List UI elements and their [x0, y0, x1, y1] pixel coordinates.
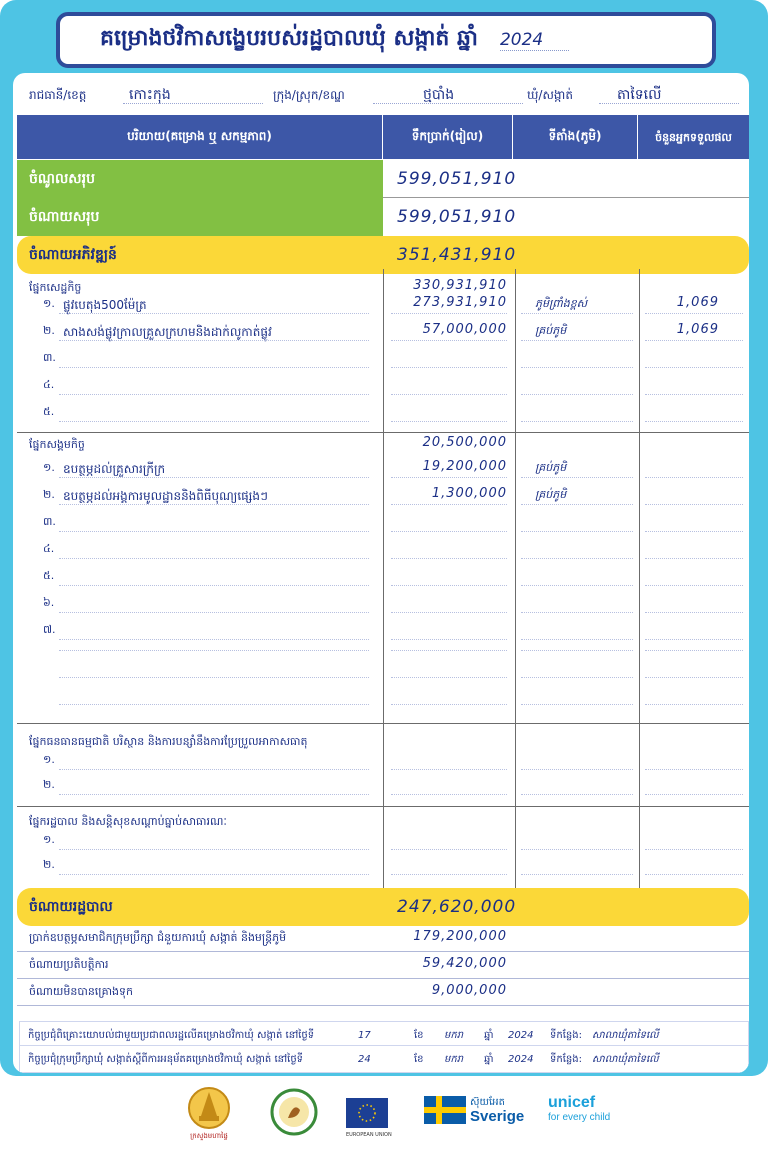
unicef-tagline: for every child	[548, 1112, 611, 1123]
item-number: ៤.	[43, 378, 55, 391]
governance-section-title: ផ្នែករដ្ឋបាល និងសន្តិសុខសណ្តាប់ធ្នាប់សាធារណៈ	[29, 815, 227, 828]
partner-logos	[0, 1082, 768, 1152]
year-label: ឆ្នាំ	[484, 1053, 494, 1065]
income-total-label: ចំណូលសរុប	[17, 160, 383, 198]
title-banner	[56, 12, 716, 68]
col-description: បរិយាយ(គម្រោង ឬ សកម្មភាព)	[17, 115, 383, 159]
dotted-line	[521, 874, 633, 875]
dotted-line	[521, 769, 633, 770]
dotted-line	[645, 677, 743, 678]
development-total-label: ចំណាយអភិវឌ្ឍន៍	[29, 246, 117, 263]
province-value: កោះកុង	[129, 87, 171, 103]
economic-total: 330,931,910	[413, 278, 507, 293]
dotted-line	[59, 558, 369, 559]
admin-row-amount: 59,420,000	[422, 956, 507, 971]
sweden-flag-icon	[424, 1096, 466, 1124]
item-number: ១.	[43, 297, 55, 310]
item-number: ២.	[43, 488, 55, 501]
dotted-line	[521, 367, 633, 368]
dotted-line	[521, 612, 633, 613]
admin-row-label: ចំណាយប្រតិបត្តិការ	[29, 958, 109, 971]
dotted-line	[391, 367, 507, 368]
dotted-line	[645, 477, 743, 478]
dotted-line	[521, 585, 633, 586]
sweden-logo	[424, 1096, 524, 1124]
dotted-line	[521, 677, 633, 678]
meeting-day: 24	[358, 1053, 371, 1065]
item-location: គ្រប់ភូមិ	[535, 324, 567, 337]
dotted-line	[391, 769, 507, 770]
dotted-line	[391, 677, 507, 678]
dotted-line	[645, 531, 743, 532]
expense-total-row	[17, 198, 749, 236]
meeting-place: សាលាឃុំតាទៃលើ	[592, 1029, 659, 1041]
dotted-line	[391, 639, 507, 640]
dotted-line	[645, 874, 743, 875]
unicef-logo	[548, 1094, 610, 1123]
district-value: ថ្មបាំង	[423, 87, 455, 103]
expense-total-amount: 599,051,910	[397, 207, 517, 227]
province-label: រាជធានី/ខេត្ត	[29, 88, 87, 102]
ministry-logo-text: ក្រសួងមហាផ្ទៃ	[190, 1132, 228, 1140]
social-total: 20,500,000	[422, 435, 507, 450]
dotted-line	[59, 769, 369, 770]
item-number: ៣.	[43, 351, 56, 364]
month-label: ខែ	[414, 1029, 424, 1041]
dotted-line	[59, 394, 369, 395]
meeting-text: កិច្ចប្រជុំពិគ្រោះយោបល់ជាមួយប្រជាពលរដ្ឋលើគម្រោងថវិកាឃុំ សង្កាត់ នៅថ្ងៃទី	[28, 1029, 315, 1041]
item-amount: 273,931,910	[413, 295, 507, 310]
meeting-place: សាលាឃុំតាទៃលើ	[592, 1053, 659, 1065]
dotted-line	[59, 704, 369, 705]
economic-section-title: ផ្នែកសេដ្ឋកិច្ច	[29, 281, 82, 294]
dotted-line	[391, 313, 507, 314]
dotted-line	[645, 504, 743, 505]
item-label: ឧបត្ថម្ភដល់គ្រួសារក្រីក្រ	[63, 462, 166, 476]
dotted-line	[59, 477, 369, 478]
dotted-line	[645, 650, 743, 651]
dotted-line	[391, 394, 507, 395]
row-divider	[17, 951, 749, 952]
item-location: គ្រប់ភូមិ	[535, 461, 567, 474]
col-location: ទីតាំង(ភូមិ)	[513, 115, 638, 159]
dotted-line	[521, 639, 633, 640]
dotted-line	[391, 794, 507, 795]
item-number: ៤.	[43, 542, 55, 555]
place-label: ទីកន្លែង:	[550, 1053, 582, 1065]
dotted-line	[521, 394, 633, 395]
dotted-line	[645, 612, 743, 613]
dotted-line	[521, 849, 633, 850]
location-row	[13, 81, 749, 111]
item-beneficiaries: 1,069	[676, 322, 719, 337]
item-amount: 57,000,000	[422, 322, 507, 337]
dotted-line	[391, 650, 507, 651]
dotted-line	[391, 704, 507, 705]
item-location: គ្រប់ភូមិ	[535, 488, 567, 501]
item-number: ៧.	[43, 623, 56, 636]
budget-sheet	[13, 73, 749, 1073]
ministry-emblem-icon	[186, 1086, 232, 1140]
item-number: ១.	[43, 753, 55, 766]
dotted-line	[521, 504, 633, 505]
dotted-line	[645, 769, 743, 770]
row-divider	[17, 1005, 749, 1006]
item-label: សាងសង់ផ្លូវក្រាលគ្រួសក្រហមនិងដាក់លូកាត់ផ្លូវ	[63, 325, 272, 339]
place-label: ទីកន្លែង:	[550, 1029, 582, 1041]
month-label: ខែ	[414, 1053, 424, 1065]
dotted-line	[521, 477, 633, 478]
admin-row-label: ចំណាយមិនបានគ្រោងទុក	[29, 985, 133, 998]
title-year: 2024	[500, 30, 569, 51]
dotted-line	[645, 340, 743, 341]
item-number: ៥.	[43, 569, 55, 582]
item-number: ១.	[43, 833, 55, 846]
row-divider	[17, 978, 749, 979]
item-label: ឧបត្ថម្ភដល់អង្គការមូលដ្ឋាននិងពិធីបុណ្យផ្សេងៗ	[63, 489, 268, 503]
dotted-line	[645, 394, 743, 395]
dotted-line	[391, 612, 507, 613]
meeting-year: 2024	[508, 1029, 534, 1041]
dotted-line	[59, 794, 369, 795]
dotted-line	[391, 849, 507, 850]
dotted-line	[645, 849, 743, 850]
dotted-line	[521, 650, 633, 651]
eu-logo-text: EUROPEAN UNION	[346, 1132, 392, 1138]
dotted-line	[645, 558, 743, 559]
item-location: ភូមិព្រាំងខ្ពស់	[535, 297, 588, 310]
dotted-line	[521, 313, 633, 314]
expense-total-label: ចំណាយសរុប	[17, 198, 383, 236]
year-label: ឆ្នាំ	[484, 1029, 494, 1041]
dotted-line	[59, 504, 369, 505]
dotted-line	[521, 531, 633, 532]
dotted-line	[521, 794, 633, 795]
dotted-line	[645, 421, 743, 422]
dotted-line	[391, 558, 507, 559]
item-beneficiaries: 1,069	[676, 295, 719, 310]
dotted-line	[645, 313, 743, 314]
item-amount: 19,200,000	[422, 459, 507, 474]
dotted-line	[59, 612, 369, 613]
ncdd-seal-icon	[270, 1088, 318, 1140]
admin-total-amount: 247,620,000	[397, 897, 517, 917]
dotted-line	[391, 340, 507, 341]
dotted-line	[645, 704, 743, 705]
admin-total-row	[17, 888, 749, 926]
admin-row-amount: 9,000,000	[431, 983, 507, 998]
dotted-line	[59, 367, 369, 368]
meeting-year: 2024	[508, 1053, 534, 1065]
col-amount: ទឹកប្រាក់(រៀល)	[383, 115, 513, 159]
dotted-line	[521, 704, 633, 705]
item-number: ៦.	[43, 596, 55, 609]
dotted-line	[521, 421, 633, 422]
item-label: ផ្លូវបេតុង500ម៉ែត្រ	[63, 298, 147, 312]
social-section-title: ផ្នែកសង្គមកិច្ច	[29, 438, 85, 451]
item-number: ៣.	[43, 515, 56, 528]
dotted-line	[645, 367, 743, 368]
page-title: គម្រោងថវិកាសង្ខេបរបស់រដ្ឋបាលឃុំ សង្កាត់ ឆ្នាំ	[100, 26, 478, 51]
district-label: ក្រុង/ស្រុក/ខណ្ឌ	[273, 88, 345, 102]
dotted-line	[391, 531, 507, 532]
dotted-line	[59, 421, 369, 422]
eu-flag-icon	[346, 1098, 392, 1138]
meeting-text: កិច្ចប្រជុំក្រុមប្រឹក្សាឃុំ សង្កាត់ស្តីពីការអនុម័តគម្រោងថវិកាឃុំ សង្កាត់ នៅថ្ងៃទី	[28, 1053, 304, 1065]
dotted-line	[645, 639, 743, 640]
dotted-line	[59, 650, 369, 651]
dotted-line	[521, 558, 633, 559]
meeting-month: មករា	[444, 1053, 464, 1065]
table-header	[17, 115, 749, 159]
development-total-amount: 351,431,910	[397, 245, 517, 265]
item-number: ២.	[43, 324, 55, 337]
income-total-row	[17, 160, 749, 198]
item-amount: 1,300,000	[431, 486, 507, 501]
dotted-line	[59, 531, 369, 532]
dotted-line	[59, 585, 369, 586]
dotted-line	[59, 639, 369, 640]
admin-row-amount: 179,200,000	[413, 929, 507, 944]
dotted-line	[59, 874, 369, 875]
dotted-line	[391, 421, 507, 422]
commune-value: តាទៃលើ	[617, 87, 662, 103]
sweden-text: Sverige	[470, 1108, 525, 1125]
dotted-line	[59, 313, 369, 314]
admin-total-label: ចំណាយរដ្ឋបាល	[29, 898, 113, 915]
admin-row-label: ប្រាក់ឧបត្ថម្ភសមាជិកក្រុមប្រឹក្សា ជំនួយការឃុំ សង្កាត់ និងមន្ត្រីភូមិ	[29, 931, 287, 944]
dotted-line	[391, 874, 507, 875]
meeting-month: មករា	[444, 1029, 464, 1041]
dotted-line	[59, 340, 369, 341]
dotted-line	[391, 504, 507, 505]
meeting-day: 17	[358, 1029, 371, 1041]
dotted-line	[391, 585, 507, 586]
dotted-line	[59, 849, 369, 850]
income-total-amount: 599,051,910	[397, 169, 517, 189]
meeting-row	[19, 1045, 749, 1073]
sweden-khmer-text: ស៊ុយអែត	[470, 1097, 505, 1108]
dotted-line	[59, 677, 369, 678]
dotted-line	[645, 585, 743, 586]
item-number: ៥.	[43, 405, 55, 418]
dotted-line	[645, 794, 743, 795]
item-number: ២.	[43, 778, 55, 791]
item-number: ១.	[43, 461, 55, 474]
item-number: ២.	[43, 858, 55, 871]
col-beneficiaries: ចំនួនអ្នកទទួលផល	[655, 130, 732, 144]
dotted-line	[521, 340, 633, 341]
unicef-text: unicef	[548, 1094, 596, 1111]
natural-section-title: ផ្នែកធនធានធម្មជាតិ បរិស្ថាន និងការបន្សាំនឹងការប្រែប្រួលអាកាសធាតុ	[29, 735, 308, 748]
commune-label: ឃុំ/សង្កាត់	[527, 88, 573, 102]
dotted-line	[391, 477, 507, 478]
